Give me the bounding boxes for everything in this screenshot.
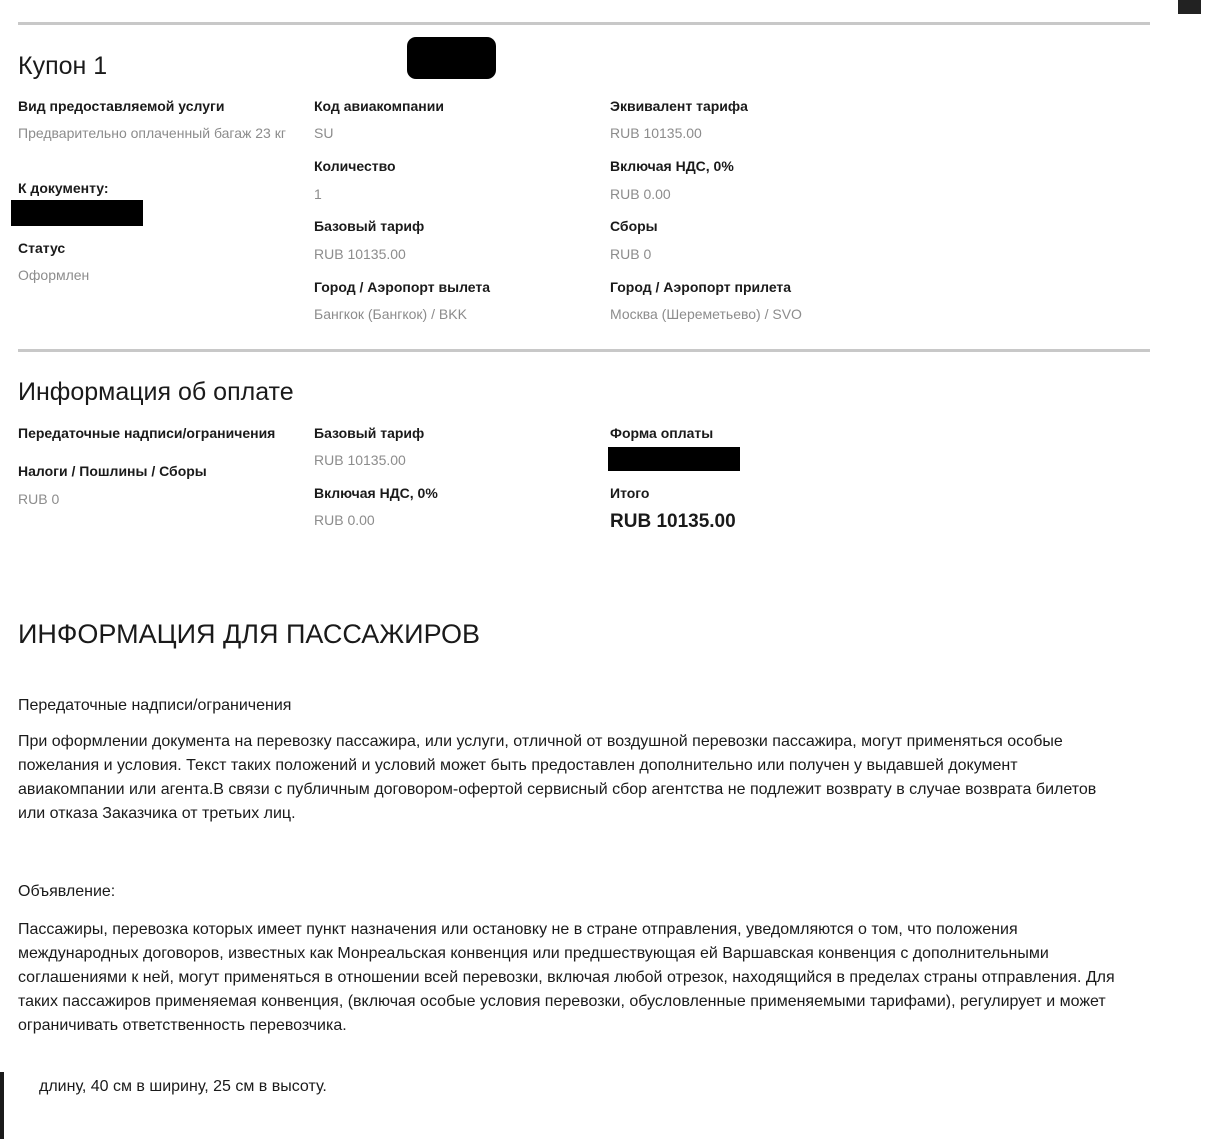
quantity-value: 1 bbox=[314, 186, 322, 202]
service-type-value: Предварительно оплаченный багаж 23 кг bbox=[18, 125, 286, 141]
airline-code-value: SU bbox=[314, 125, 334, 141]
fare-equiv-value: RUB 10135.00 bbox=[610, 125, 702, 141]
top-divider bbox=[18, 22, 1150, 25]
tail-text: длину, 40 см в ширину, 25 см в высоту. bbox=[39, 1078, 327, 1095]
notice-text: Пассажиры, перевозка которых имеет пункт назначения или остановку не в стране отправления, уведомляются о том, что положения международных договоров, известных как Монреальская конвенция или предшествующая ей Варшавская конвенция с дополнительными соглашениями к ней, могут применяться в отношении всей перевозки, включая любой отрезок, находящийся в пределах страны отправления. Для таких пассажиров применяемая конвенция, (включая особые условия перевозки, обусловленные применяемыми тарифами), регулирует и может ограничивать ответственность перевозчика. bbox=[18, 921, 1115, 1034]
taxes-value: RUB 0 bbox=[18, 491, 60, 507]
total-label: Итого bbox=[610, 485, 650, 501]
payment-form-label: Форма оплаты bbox=[610, 425, 714, 441]
vat-value: RUB 0.00 bbox=[610, 186, 671, 202]
window-corner-block bbox=[1178, 0, 1201, 14]
departure-label: Город / Аэропорт вылета bbox=[314, 279, 491, 295]
base-fare-label: Базовый тариф bbox=[314, 218, 425, 234]
passenger-info-title: ИНФОРМАЦИЯ ДЛЯ ПАССАЖИРОВ bbox=[18, 619, 481, 649]
payment-endorsements-label: Передаточные надписи/ограничения bbox=[18, 425, 276, 441]
fees-label: Сборы bbox=[610, 218, 658, 234]
fees-value: RUB 0 bbox=[610, 246, 652, 262]
middle-divider bbox=[18, 349, 1150, 352]
endorsements-text: При оформлении документа на перевозку пассажира, или услуги, отличной от воздушной перевозки пассажира, могут применяться особые пожелания и условия. Текст таких положений и условий может быть предоставлен дополнительно или получен у выдавшей документ авиакомпании или агента.В связи с публичным договором-офертой сервисный сбор агентства не подлежит возврату в случае возврата билетов или отказа Заказчика от третьих лиц. bbox=[18, 733, 1097, 822]
base-fare-value: RUB 10135.00 bbox=[314, 246, 406, 262]
airline-code-label: Код авиакомпании bbox=[314, 98, 444, 114]
endorsements-title: Передаточные надписи/ограничения bbox=[18, 697, 292, 714]
arrival-label: Город / Аэропорт прилета bbox=[610, 279, 792, 295]
redacted-block-header bbox=[407, 37, 496, 79]
redacted-payment-form bbox=[608, 447, 740, 471]
taxes-label: Налоги / Пошлины / Сборы bbox=[18, 463, 207, 479]
payment-vat-value: RUB 0.00 bbox=[314, 512, 375, 528]
service-type-label: Вид предоставляемой услуги bbox=[18, 98, 225, 114]
status-value: Оформлен bbox=[18, 267, 90, 283]
departure-value: Бангкок (Бангкок) / BKK bbox=[314, 306, 467, 322]
payment-title: Информация об оплате bbox=[18, 378, 294, 406]
to-document-label: К документу: bbox=[18, 180, 109, 196]
quantity-label: Количество bbox=[314, 158, 396, 174]
notice-title: Объявление: bbox=[18, 883, 116, 900]
arrival-value: Москва (Шереметьево) / SVO bbox=[610, 306, 802, 322]
payment-base-fare-label: Базовый тариф bbox=[314, 425, 425, 441]
coupon-title: Купон 1 bbox=[18, 52, 108, 80]
left-edge-bar bbox=[0, 1072, 4, 1139]
vat-label: Включая НДС, 0% bbox=[610, 158, 734, 174]
payment-base-fare-value: RUB 10135.00 bbox=[314, 452, 406, 468]
redacted-document-number bbox=[11, 200, 143, 226]
fare-equiv-label: Эквивалент тарифа bbox=[610, 98, 748, 114]
status-label: Статус bbox=[18, 240, 66, 256]
total-value: RUB 10135.00 bbox=[610, 511, 736, 532]
payment-vat-label: Включая НДС, 0% bbox=[314, 485, 438, 501]
